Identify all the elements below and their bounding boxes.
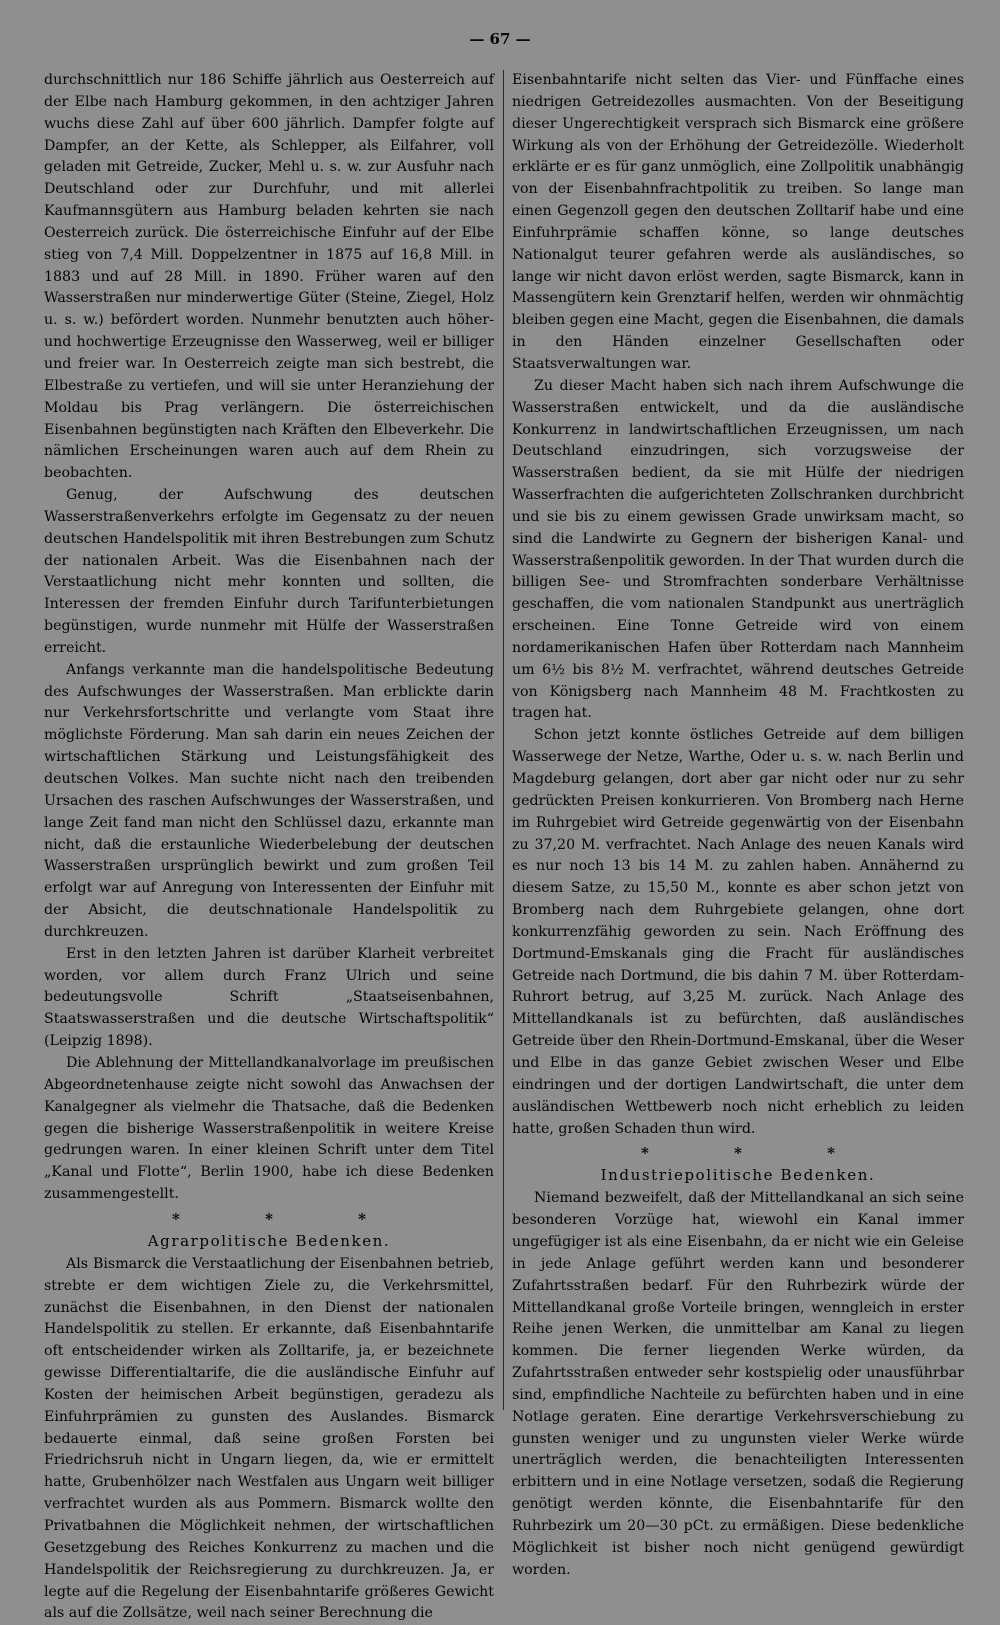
section-heading: Industriepolitische Bedenken.: [600, 1166, 876, 1185]
section-heading: Agrarpolitische Bedenken.: [147, 1231, 391, 1250]
paragraph: Schon jetzt konnte östliches Getreide auf dem billigen Wasserwege der Netze, Warthe, Oder u. s. w. nach Berlin und Magdeburg gelangen, dort aber gar nicht oder nur zu sehr gedrückten Preisen konkurrieren. Von Bromberg nach Herne im Ruhrgebiet wird Getreide gegenwärtig von der Eisenbahn zu 37,20 M. verfrachtet. Nach Anlage des neuen Kanals wird es nur noch 13 bis 14 M. zu zahlen haben. Annähernd zu diesem Satze, zu 15,50 M., konnte es aber schon jetzt von Bromberg nach dem Ruhrgebiete gelangen, ohne dort konkurrenzfähig geworden zu sein. Nach Eröffnung des Dortmund-Emskanals ging die Fracht für ausländisches Getreide nach Dortmund, die bis dahin 7 M. über Rotterdam-Ruhrort betrug, auf 3,25 M. zurück. Nach Anlage des Mittellandkanals ist zu befürchten, daß ausländisches Getreide über den Rhein-Dortmund-Emskanal, über die Weser und Elbe in das ganze Gebiet zwischen Weser und Elbe eindringen und der dortigen Landwirtschaft, die unter dem ausländischen Wettbewerb noch nicht erheblich zu leiden hatte, großen Schaden thun wird.: [512, 727, 964, 1137]
page-number: — 67 —: [469, 30, 531, 48]
left-column: [44, 70, 494, 1625]
paragraph: Die Ablehnung der Mittellandkanalvorlage im preußischen Abgeordnetenhause zeigte nicht sowohl das Anwachsen der Kanalgegner als vielmehr die Thatsache, daß die Bedenken gegen die bisherige Wasserstraßenpolitik in weitere Kreise gedrungen waren. In einer kleinen Schrift unter dem Titel „Kanal und Flotte“, Berlin 1900, habe ich diese Bedenken zusammengestellt.: [44, 1054, 494, 1203]
section-separator-stars: * * *: [641, 1144, 875, 1163]
paragraph: Anfangs verkannte man die handelspolitische Bedeutung des Aufschwunges der Wasserstraßen. Man erblickte darin nur Verkehrsfortschritte und verlangte vom Staat ihre möglichste Förderung. Man sah darin ein neues Zeichen der wirtschaftlichen Stärkung und Leistungsfähigkeit des deutschen Volkes. Man suchte nicht nach den treibenden Ursachen des raschen Aufschwunges der Wasserstraßen, und lange Zeit fand man nicht den Schlüssel dazu, erkannte man nicht, daß die erstaunliche Wiederbelebung der deutschen Wasserstraßen ursprünglich bewirkt und zum großen Teil erfolgt war auf Anregung von Interessenten der Einfuhr mit der Absicht, die deutschnationale Handelspolitik zu durchkreuzen.: [44, 661, 494, 940]
paragraph: Genug, der Aufschwung des deutschen Wasserstraßenverkehrs erfolgte im Gegensatz zu der neuen deutschen Handelspolitik mit ihren Bestrebungen zum Schutz der nationalen Arbeit. Was die Eisenbahnen nach der Verstaatlichung nicht mehr konnten und sollten, die Interessen der fremden Einfuhr durch Tarifunterbietungen begünstigen, wurde nunmehr mit Hülfe der Wasserstraßen erreicht.: [44, 487, 494, 656]
section-separator-stars: * * *: [172, 1209, 406, 1228]
paragraph: Zu dieser Macht haben sich nach ihrem Aufschwunge die Wasserstraßen entwickelt, und da die ausländische Konkurrenz in landwirtschaftlichen Erzeugnissen, um nach Deutschland einzudringen, sich vorzugsweise der Wasserstraßen bedient, da sie mit Hülfe der niedrigen Wasserfrachten die aufgerichteten Zollschranken durchbricht und sie bis zu einem gewissen Grade unwirksam macht, so sind die Landwirte zu Gegnern der bisherigen Kanal- und Wasserstraßenpolitik geworden. In der That wurden durch die billigen See- und Stromfrachten sonderbare Verhältnisse geschaffen, die vom nationalen Standpunkt aus unerträglich erscheinen. Eine Tonne Getreide wird von einem nordamerikanischen Hafen über Rotterdam nach Mannheim um 6½ bis 8½ M. verfrachtet, während deutsches Getreide von Königsberg nach Mannheim 48 M. Frachtkosten zu tragen hat.: [512, 377, 964, 722]
paragraph: Eisenbahntarife nicht selten das Vier- und Fünffache eines niedrigen Getreidezolles ausmachten. Von der Beseitigung dieser Ungerechtigkeit versprach sich Bismarck eine größere Wirkung als von der Erhöhung der Getreidezölle. Wiederholt erklärte er es für ganz unmöglich, eine Zollpolitik unabhängig von der Eisenbahnfrachtpolitik zu treiben. So lange man einen Gegenzoll gegen den deutschen Zolltarif habe und eine Einfuhrprämie schaffen könne, so lange deutsches Nationalgut teurer gefahren werde als ausländisches, so lange wir nicht davon erlöst werden, sagte Bismarck, kann in Massengütern kein Grenztarif helfen, werden wir ohnmächtig bleiben gegen eine Macht, gegen die Eisenbahnen, die damals in den Händen einzelner Gesellschaften oder Staatsverwaltungen war.: [512, 72, 964, 372]
paragraph: Als Bismarck die Verstaatlichung der Eisenbahnen betrieb, strebte er dem wichtigen Ziele zu, die Verkehrsmittel, zunächst die Eisenbahnen, in den Dienst der nationalen Handelspolitik zu stellen. Er erkannte, daß Eisenbahntarife oft entscheidender wirken als Zolltarife, ja, er bezeichnete gewisse Differentialtarife, die die ausländische Einfuhr auf Kosten der heimischen Arbeit begünstigen, geradezu als Einfuhrprämien zu gunsten des Auslandes. Bismarck bedauerte einmal, daß seine großen Forsten bei Friedrichsruh nicht in Ungarn liegen, da, wie er ermittelt hatte, Grubenhölzer nach Westfalen aus Ungarn weit billiger verfrachtet wurden als aus Pommern. Bismarck wollte den Privatbahnen die Möglichkeit nehmen, der wirtschaftlichen Gesetzgebung des Reiches Konkurrenz zu machen und die Handelspolitik der Reichsregierung zu durchkreuzen. Ja, er legte auf die Regelung der Eisenbahntarife größeres Gewicht als auf die Zollsätze, weil nach seiner Berechnung die: [44, 1255, 494, 1622]
paragraph: durchschnittlich nur 186 Schiffe jährlich aus Oesterreich auf der Elbe nach Hamburg gekommen, in den achtziger Jahren wuchs diese Zahl auf über 600 jährlich. Dampfer folgte auf Dampfer, an der Kette, als Schlepper, als Eilfahrer, voll geladen mit Getreide, Zucker, Mehl u. s. w. zur Ausfuhr nach Deutschland oder zur Durchfuhr, und mit allerlei Kaufmannsgütern aus Hamburg beladen kehrten sie nach Oesterreich zurück. Die österreichische Einfuhr auf der Elbe stieg von 7,4 Mill. Doppelzentner in 1875 auf 16,8 Mill. in 1883 und auf 28 Mill. in 1890. Früher waren auf den Wasserstraßen nur minderwertige Güter (Steine, Ziegel, Holz u. s. w.) befördert worden. Nunmehr benutzten auch höher- und hochwertige Erzeugnisse den Wasserweg, weil er billiger und freier war. In Oesterreich zeigte man sich bestrebt, die Elbestraße zu vertiefen, und will sie unter Heranziehung der Moldau bis Prag verlängern. Die österreichischen Eisenbahnen begünstigten nach Kräften den Elbeverkehr. Die nämlichen Erscheinungen waren auch auf dem Rhein zu beobachten.: [44, 72, 494, 482]
right-column: [512, 70, 964, 1582]
paragraph: Erst in den letzten Jahren ist darüber Klarheit verbreitet worden, vor allem durch Franz Ulrich und seine bedeutungsvolle Schrift „Staatseisenbahnen, Staatswasserstraßen und die deutsche Wirtschaftspolitik“ (Leipzig 1898).: [44, 945, 494, 1050]
paragraph: Niemand bezweifelt, daß der Mittellandkanal an sich seine besonderen Vorzüge hat, wiewohl ein Kanal immer ungefügiger ist als eine Eisenbahn, da er nicht wie ein Geleise in jede Anlage geführt werden kann und besonderer Zufahrtsstraßen bedarf. Für den Ruhrbezirk würde der Mittellandkanal große Vorteile bringen, wenngleich in erster Reihe jenen Werken, die unmittelbar am Kanal zu liegen kommen. Die ferner liegenden Werke würden, da Zufahrtsstraßen entweder sehr kostspielig oder unausführbar sind, empfindliche Nachteile zu befürchten haben und in eine Notlage geraten. Eine derartige Verkehrsverschiebung zu gunsten weniger und zu ungunsten vieler Werke würde unerträglich werden, die benachteiligten Interessenten erbittern und in eine Notlage versetzen, sodaß die Regierung genötigt werden könnte, die Eisenbahntarife für den Ruhrbezirk um 20—30 pCt. zu ermäßigen. Diese bedenkliche Möglichkeit ist bisher noch nicht genügend gewürdigt worden.: [512, 1190, 964, 1578]
column-divider: [503, 70, 504, 1410]
